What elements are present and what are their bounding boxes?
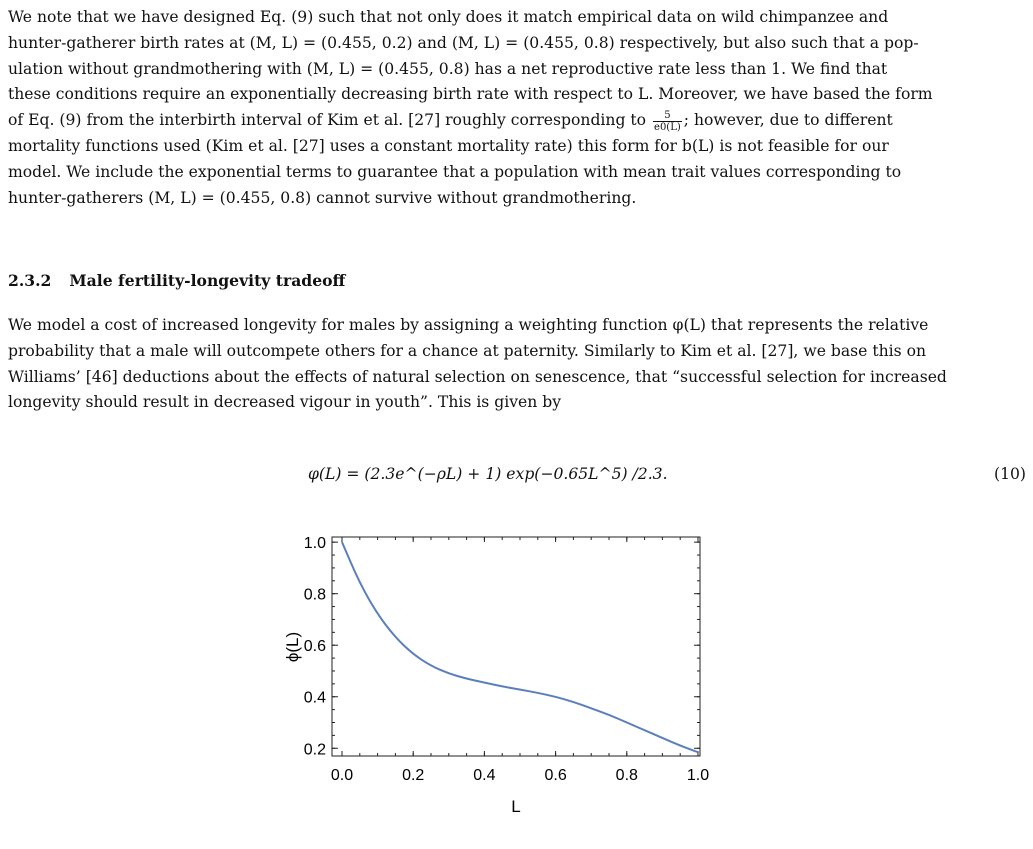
y-axis-ticks <box>304 535 700 758</box>
phi-curve <box>342 542 698 752</box>
text-line: probability that a male will outcompete others for a chance at paternity. Similarly to Kim et al. [27], we base this on <box>8 341 927 360</box>
x-tick-label: 0.6 <box>544 767 567 784</box>
text-line: model. We include the exponential terms to guarantee that a population with mean trait values corresponding to <box>8 162 902 181</box>
x-tick-label: 1.0 <box>686 767 710 784</box>
section-title: Male fertility-longevity tradeoff <box>69 271 346 290</box>
text-segment: ; however, due to different <box>683 111 893 130</box>
y-tick-label: 0.8 <box>303 586 326 604</box>
text-line: ulation without grandmothering with (M, L) = (0.455, 0.8) has a net reproductive rate less than 1. We find that <box>8 59 888 78</box>
text-line: hunter-gatherer birth rates at (M, L) = (0.455, 0.2) and (M, L) = (0.455, 0.8) respectively, but also such that a pop- <box>8 33 919 52</box>
text-line-with-fraction <box>8 108 1026 134</box>
paragraph-male-tradeoff <box>8 313 1026 416</box>
x-axis-ticks <box>331 537 709 784</box>
paragraph-grandmothering-birthrate <box>8 5 1026 211</box>
text-line: We note that we have designed Eq. (9) such that not only does it match empirical data on wild chimpanzee and <box>8 8 889 26</box>
x-tick-label: 0.0 <box>330 767 354 784</box>
fraction-denominator: e0(L) <box>654 121 681 133</box>
inline-fraction <box>653 110 682 133</box>
text-segment: of Eq. (9) from the interbirth interval of Kim et al. [27] roughly corresponding to <box>8 111 647 130</box>
text-line: longevity should result in decreased vigour in youth”. This is given by <box>8 393 562 412</box>
y-tick-label: 1.0 <box>303 535 326 553</box>
text-line: hunter-gatherers (M, L) = (0.455, 0.8) cannot survive without grandmothering. <box>8 188 637 207</box>
y-tick-label: 0.4 <box>303 689 326 707</box>
text-line: mortality functions used (Kim et al. [27] uses a constant mortality rate) this form for b(L) is not feasible for our <box>8 136 889 155</box>
y-tick-label: 0.6 <box>303 638 326 656</box>
x-tick-label: 0.2 <box>402 767 425 784</box>
y-tick-label: 0.2 <box>303 741 326 759</box>
x-tick-label: 0.8 <box>615 767 638 784</box>
text-line: these conditions require an exponentially decreasing birth rate with respect to L. Moreover, we have based the form <box>8 85 933 104</box>
equation-body: φ(L) = (2.3e^(−ρL) + 1) exp(−0.65L^5) /2.3. <box>308 465 668 483</box>
x-axis-label: L <box>511 797 521 816</box>
y-axis-label: ϕ(L) <box>283 631 302 663</box>
plot-frame <box>332 537 700 756</box>
phi-line-chart <box>276 530 716 820</box>
x-tick-label: 0.4 <box>473 767 496 784</box>
section-number: 2.3.2 <box>8 271 52 290</box>
fraction-numerator: 5 <box>653 110 682 122</box>
text-line: Williams’ [46] deductions about the effects of natural selection on senescence, that “successful selection for increased <box>8 367 947 386</box>
phi-figure <box>276 530 716 824</box>
section-heading <box>8 271 345 290</box>
equation-number: (10) <box>993 465 1026 483</box>
text-line: We model a cost of increased longevity for males by assigning a weighting function φ(L) that represents the relative <box>8 316 929 334</box>
